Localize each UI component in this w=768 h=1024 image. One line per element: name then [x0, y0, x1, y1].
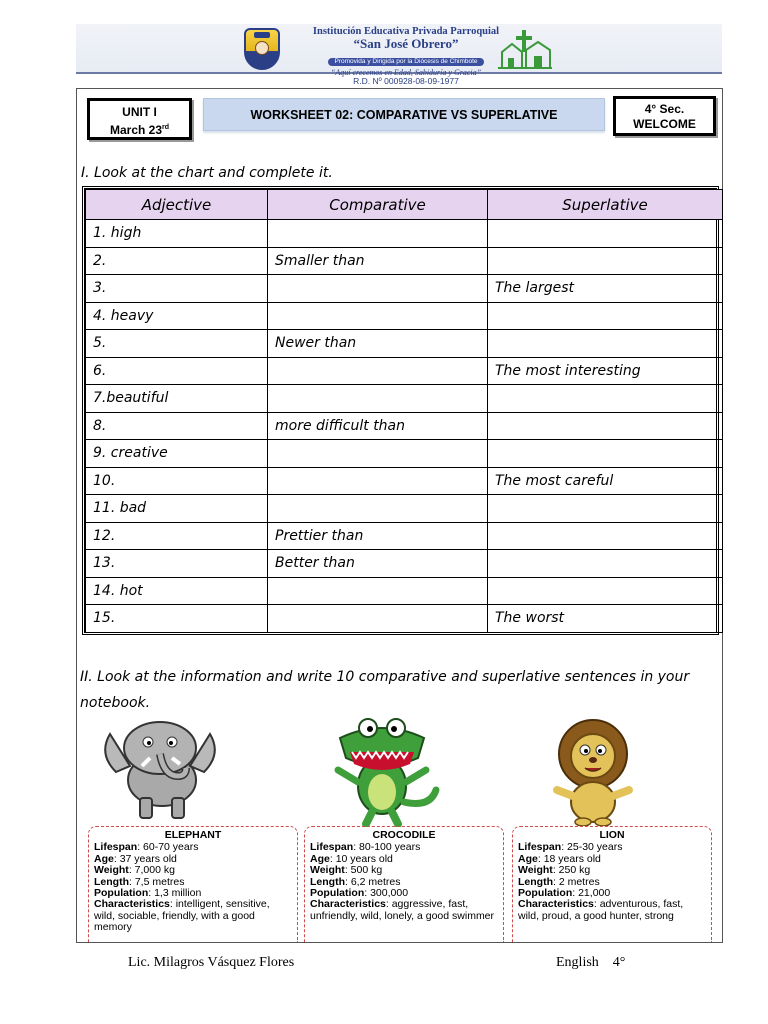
institution-promoter: Promovida y Dirigida por la Diócesis de Chimbote	[328, 58, 483, 66]
footer-grade: 4°	[612, 955, 626, 970]
adjective-cell[interactable]: 12.	[86, 522, 268, 550]
institution-motto: “Aquí crecemos en Edad, Sabiduría y Gracia”	[330, 68, 482, 77]
adjective-cell[interactable]: 3.	[86, 275, 268, 303]
table-row	[86, 302, 723, 330]
institution-name-block	[286, 26, 526, 86]
adjective-cell[interactable]: 10.	[86, 467, 268, 495]
footer-author: Lic. Milagros Vásquez Flores	[128, 955, 295, 970]
card-weight: Weight: 250 kg	[518, 864, 591, 877]
table-header-row	[86, 190, 723, 220]
adjective-cell[interactable]: 9. creative	[86, 440, 268, 468]
crocodile-icon	[318, 712, 448, 827]
superlative-cell[interactable]	[488, 440, 723, 468]
adjective-cell[interactable]: 1. high	[86, 220, 268, 248]
comparative-cell[interactable]	[268, 577, 488, 605]
superlative-cell[interactable]	[488, 522, 723, 550]
adjective-cell[interactable]: 8.	[86, 412, 268, 440]
institution-resolution: R.D. Nº 000928-08-09-1977	[353, 76, 459, 86]
comparative-cell[interactable]	[268, 385, 488, 413]
superlative-cell[interactable]	[488, 412, 723, 440]
superlative-cell[interactable]: The most careful	[488, 467, 723, 495]
church-icon	[496, 28, 552, 70]
card-lifespan: Lifespan: 25-30 years	[518, 841, 623, 854]
adjective-cell[interactable]: 14. hot	[86, 577, 268, 605]
comparative-cell[interactable]	[268, 302, 488, 330]
adjective-table	[82, 186, 719, 635]
adjective-cell[interactable]: 7.beautiful	[86, 385, 268, 413]
unit-box	[87, 98, 192, 140]
superlative-cell[interactable]	[488, 550, 723, 578]
superlative-cell[interactable]	[488, 385, 723, 413]
superlative-cell[interactable]: The most interesting	[488, 357, 723, 385]
table-row	[86, 467, 723, 495]
superlative-cell[interactable]	[488, 247, 723, 275]
card-title: ELEPHANT	[164, 829, 222, 841]
card-title: CROCODILE	[372, 829, 436, 841]
adjective-cell[interactable]: 15.	[86, 605, 268, 633]
comparative-cell[interactable]: Better than	[268, 550, 488, 578]
footer-subject-label: English	[556, 955, 599, 970]
footer-subject	[556, 955, 625, 971]
comparative-cell[interactable]	[268, 275, 488, 303]
adjective-cell[interactable]: 5.	[86, 330, 268, 358]
header-superlative: Superlative	[488, 190, 723, 220]
section-welcome: WELCOME	[633, 117, 696, 131]
card-weight: Weight: 500 kg	[310, 864, 383, 877]
table-row	[86, 275, 723, 303]
card-population: Population: 21,000	[518, 887, 611, 900]
card-length: Length: 7,5 metres	[94, 875, 185, 888]
card-characteristics: Characteristics: aggressive, fast, unfriendly, wild, lonely, a good swimmer	[310, 898, 495, 922]
worksheet-title: WORKSHEET 02: COMPARATIVE VS SUPERLATIVE	[203, 98, 605, 131]
comparative-cell[interactable]	[268, 220, 488, 248]
table-row	[86, 495, 723, 523]
card-age: Age: 18 years old	[518, 852, 601, 865]
card-characteristics: Characteristics: intelligent, sensitive, wild, sociable, friendly, with a good memory	[94, 898, 270, 934]
card-weight: Weight: 7,000 kg	[94, 864, 175, 877]
comparative-cell[interactable]: Smaller than	[268, 247, 488, 275]
institution-type: Institución Educativa Privada Parroquial	[312, 26, 500, 37]
card-population: Population: 1,3 million	[94, 887, 202, 900]
superlative-cell[interactable]	[488, 495, 723, 523]
elephant-info-card	[88, 826, 298, 942]
adjective-cell[interactable]: 2.	[86, 247, 268, 275]
table-row	[86, 412, 723, 440]
table-row	[86, 440, 723, 468]
card-length: Length: 6,2 metres	[310, 875, 401, 888]
card-population: Population: 300,000	[310, 887, 409, 900]
table-row	[86, 522, 723, 550]
instruction-2: II. Look at the information and write 10 comparative and superlative sentences in your notebook.	[80, 669, 690, 711]
table-row	[86, 220, 723, 248]
adjective-cell[interactable]: 4. heavy	[86, 302, 268, 330]
lion-info-card	[512, 826, 712, 942]
section-grade: 4° Sec.	[644, 102, 685, 116]
comparative-cell[interactable]	[268, 357, 488, 385]
comparative-cell[interactable]	[268, 467, 488, 495]
unit-label: UNIT I	[122, 105, 157, 119]
table-row	[86, 247, 723, 275]
unit-date: March 23rd	[109, 123, 170, 137]
comparative-cell[interactable]	[268, 440, 488, 468]
header-comparative: Comparative	[268, 190, 488, 220]
section-box	[613, 96, 716, 136]
school-header	[76, 24, 722, 86]
table-row	[86, 385, 723, 413]
lion-icon	[533, 718, 653, 826]
card-age: Age: 37 years old	[94, 852, 177, 865]
table-row	[86, 357, 723, 385]
instruction-1: I. Look at the chart and complete it.	[81, 165, 333, 181]
card-age: Age: 10 years old	[310, 852, 393, 865]
comparative-cell[interactable]: Prettier than	[268, 522, 488, 550]
table-row	[86, 577, 723, 605]
adjective-cell[interactable]: 11. bad	[86, 495, 268, 523]
superlative-cell[interactable]	[488, 302, 723, 330]
school-crest-icon	[244, 28, 280, 70]
comparative-cell[interactable]	[268, 495, 488, 523]
institution-name: “San José Obrero”	[353, 36, 459, 51]
superlative-cell[interactable]	[488, 577, 723, 605]
comparative-cell[interactable]: Newer than	[268, 330, 488, 358]
card-length: Length: 2 metres	[518, 875, 600, 888]
superlative-cell[interactable]: The worst	[488, 605, 723, 633]
adjective-cell[interactable]: 13.	[86, 550, 268, 578]
superlative-cell[interactable]	[488, 220, 723, 248]
elephant-icon	[90, 714, 230, 824]
card-lifespan: Lifespan: 60-70 years	[94, 841, 199, 854]
header-adjective: Adjective	[86, 190, 268, 220]
crocodile-info-card	[304, 826, 504, 942]
superlative-cell[interactable]	[488, 330, 723, 358]
card-lifespan: Lifespan: 80-100 years	[310, 841, 421, 854]
adjective-cell[interactable]: 6.	[86, 357, 268, 385]
table-row	[86, 550, 723, 578]
table-row	[86, 330, 723, 358]
superlative-cell[interactable]: The largest	[488, 275, 723, 303]
card-characteristics: Characteristics: adventurous, fast, wild, proud, a good hunter, strong	[518, 898, 684, 922]
table-row	[86, 605, 723, 633]
card-title: LION	[599, 829, 625, 841]
comparative-cell[interactable]: more difficult than	[268, 412, 488, 440]
comparative-cell[interactable]	[268, 605, 488, 633]
